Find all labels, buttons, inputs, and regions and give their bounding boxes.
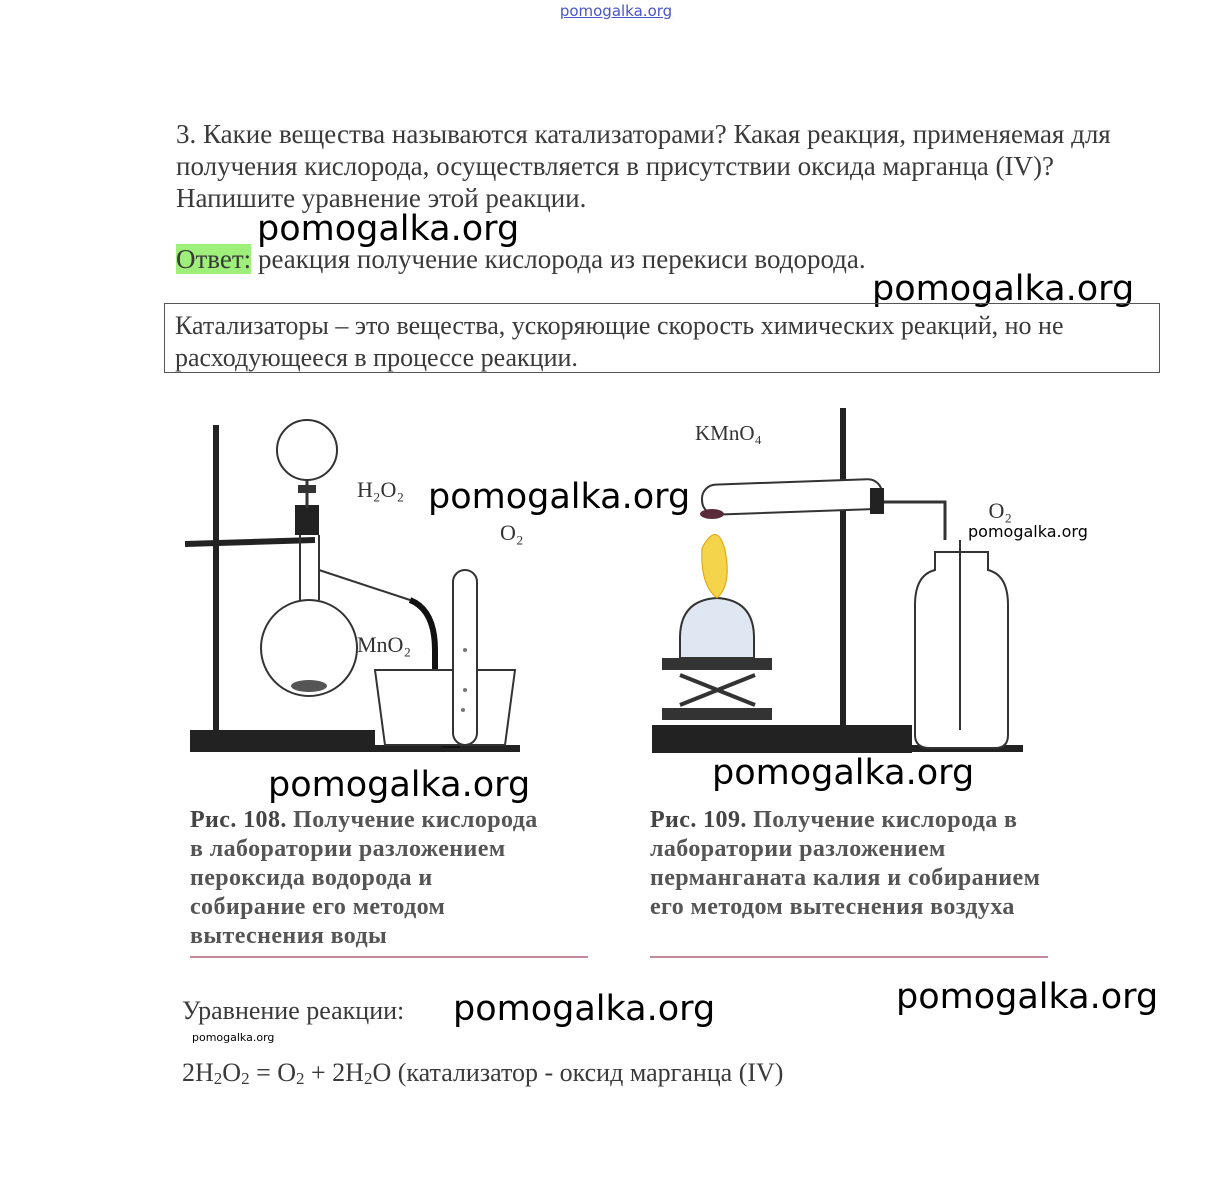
label-kmno4: KMnO₄ — [695, 421, 762, 445]
watermark: pomogalka.org — [712, 753, 975, 793]
watermark: pomogalka.org — [192, 1031, 275, 1044]
definition-text: Катализаторы – это вещества, ускоряющие скорость химических реакций, но не расходующееся в процессе реакции. — [175, 311, 1064, 372]
definition-box — [164, 303, 1160, 373]
answer-line — [176, 244, 866, 275]
watermark: pomogalka.org — [428, 477, 691, 517]
reaction-equation: $2H_2O_2 = O_2 + 2H_2O$ (катализатор - оксид марганца (IV) — [182, 1058, 784, 1088]
figure-109-apparatus — [640, 400, 1025, 765]
watermark: pomogalka.org — [257, 209, 520, 249]
watermark: pomogalka.org — [453, 989, 716, 1029]
watermark: pomogalka.org — [872, 269, 1135, 309]
figure-109-caption-number: Рис. 109. — [650, 807, 747, 833]
figure-109-caption — [650, 806, 1045, 922]
watermark: pomogalka.org — [968, 522, 1088, 541]
equation-label: Уравнение реакции: — [182, 996, 405, 1025]
figure-109-caption-text: Получение кислорода в лаборатории разложением перманганата калия и собиранием его методом вытеснения воздуха — [650, 807, 1041, 920]
watermark: pomogalka.org — [268, 765, 531, 805]
figure-108-caption-text: Получение кислорода в лаборатории разложением пероксида водорода и собирание его методом вытеснения воды — [190, 807, 538, 949]
figure-108-rule — [190, 956, 588, 958]
label-mno2: MnO₂ — [357, 632, 412, 657]
watermark: pomogalka.org — [896, 977, 1159, 1017]
figure-109-rule — [650, 956, 1048, 958]
answer-text: реакция получение кислорода из перекиси водорода. — [251, 244, 866, 274]
top-watermark-link[interactable]: pomogalka.org — [559, 2, 673, 20]
figure-108-caption-number: Рис. 108. — [190, 807, 287, 833]
label-o2: O₂ — [988, 498, 1012, 523]
question-text: 3. Какие вещества называются катализаторами? Какая реакция, применяемая для получения кислорода, осуществляется в присутствии оксида марганца (IV)? Напишите уравнение этой реакции. — [176, 119, 1111, 213]
figure-108-caption — [190, 806, 550, 951]
label-o2: O₂ — [500, 520, 524, 545]
label-h2o2: H₂O₂ — [357, 477, 405, 502]
figure-108-apparatus — [185, 400, 525, 765]
answer-label: Ответ: — [176, 244, 252, 274]
